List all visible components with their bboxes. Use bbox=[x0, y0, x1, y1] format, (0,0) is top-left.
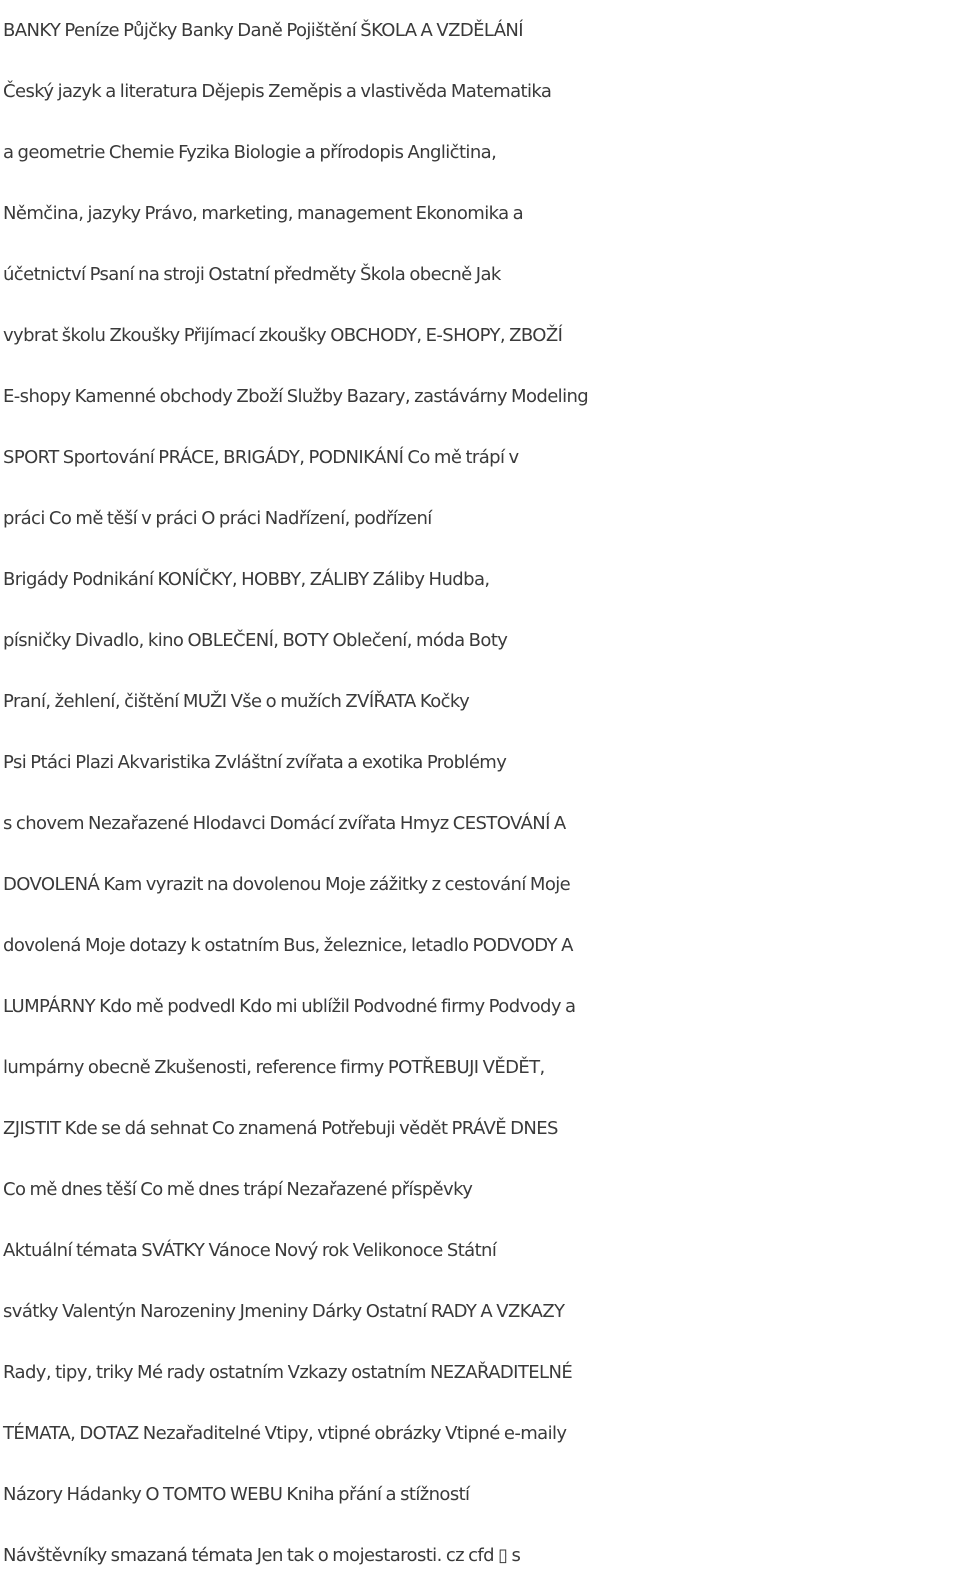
text-line: Názory Hádanky O TOMTO WEBU Kniha přání a stížností bbox=[3, 1484, 470, 1505]
text-line: lumpárny obecně Zkušenosti, reference firmy POTŘEBUJI VĚDĚT, bbox=[3, 1057, 545, 1078]
text-line: Psi Ptáci Plazi Akvaristika Zvláštní zvířata a exotika Problémy bbox=[3, 752, 507, 773]
text-line: s chovem Nezařazené Hlodavci Domácí zvířata Hmyz CESTOVÁNÍ A bbox=[3, 813, 566, 834]
text-line: vybrat školu Zkoušky Přijímací zkoušky OBCHODY, E-SHOPY, ZBOŽÍ bbox=[3, 325, 563, 346]
text-line: ZJISTIT Kde se dá sehnat Co znamená Potřebuji vědět PRÁVĚ DNES bbox=[3, 1118, 558, 1139]
text-line: práci Co mě těší v práci O práci Nadřízení, podřízení bbox=[3, 508, 432, 529]
text-line: TÉMATA, DOTAZ Nezařaditelné Vtipy, vtipné obrázky Vtipné e-maily bbox=[3, 1423, 567, 1444]
text-line: Návštěvníky smazaná témata Jen tak o mojestarosti. cz cfd ▯ s bbox=[3, 1545, 521, 1566]
text-line: Praní, žehlení, čištění MUŽI Vše o mužích ZVÍŘATA Kočky bbox=[3, 691, 470, 712]
text-line: písničky Divadlo, kino OBLEČENÍ, BOTY Oblečení, móda Boty bbox=[3, 630, 508, 651]
text-line: Rady, tipy, triky Mé rady ostatním Vzkazy ostatním NEZAŘADITELNÉ bbox=[3, 1362, 573, 1383]
text-line: Co mě dnes těší Co mě dnes trápí Nezařazené příspěvky bbox=[3, 1179, 473, 1200]
text-line: Brigády Podnikání KONÍČKY, HOBBY, ZÁLIBY Záliby Hudba, bbox=[3, 569, 490, 590]
text-line: dovolená Moje dotazy k ostatním Bus, železnice, letadlo PODVODY A bbox=[3, 935, 573, 956]
text-line: Němčina, jazyky Právo, marketing, management Ekonomika a bbox=[3, 203, 524, 224]
text-line: Aktuální témata SVÁTKY Vánoce Nový rok Velikonoce Státní bbox=[3, 1240, 497, 1261]
text-line: Český jazyk a literatura Dějepis Zeměpis a vlastivěda Matematika bbox=[3, 81, 552, 102]
text-line: a geometrie Chemie Fyzika Biologie a přírodopis Angličtina, bbox=[3, 142, 497, 163]
text-line: SPORT Sportování PRÁCE, BRIGÁDY, PODNIKÁNÍ Co mě trápí v bbox=[3, 447, 519, 468]
text-line: DOVOLENÁ Kam vyrazit na dovolenou Moje zážitky z cestování Moje bbox=[3, 874, 571, 895]
text-line: svátky Valentýn Narozeniny Jmeniny Dárky Ostatní RADY A VZKAZY bbox=[3, 1301, 565, 1322]
text-line: E-shopy Kamenné obchody Zboží Služby Bazary, zastávárny Modeling bbox=[3, 386, 589, 407]
text-line: LUMPÁRNY Kdo mě podvedl Kdo mi ublížil Podvodné firmy Podvody a bbox=[3, 996, 576, 1017]
text-line: BANKY Peníze Půjčky Banky Daně Pojištění ŠKOLA A VZDĚLÁNÍ bbox=[3, 20, 523, 41]
text-line: účetnictví Psaní na stroji Ostatní předměty Škola obecně Jak bbox=[3, 264, 501, 285]
